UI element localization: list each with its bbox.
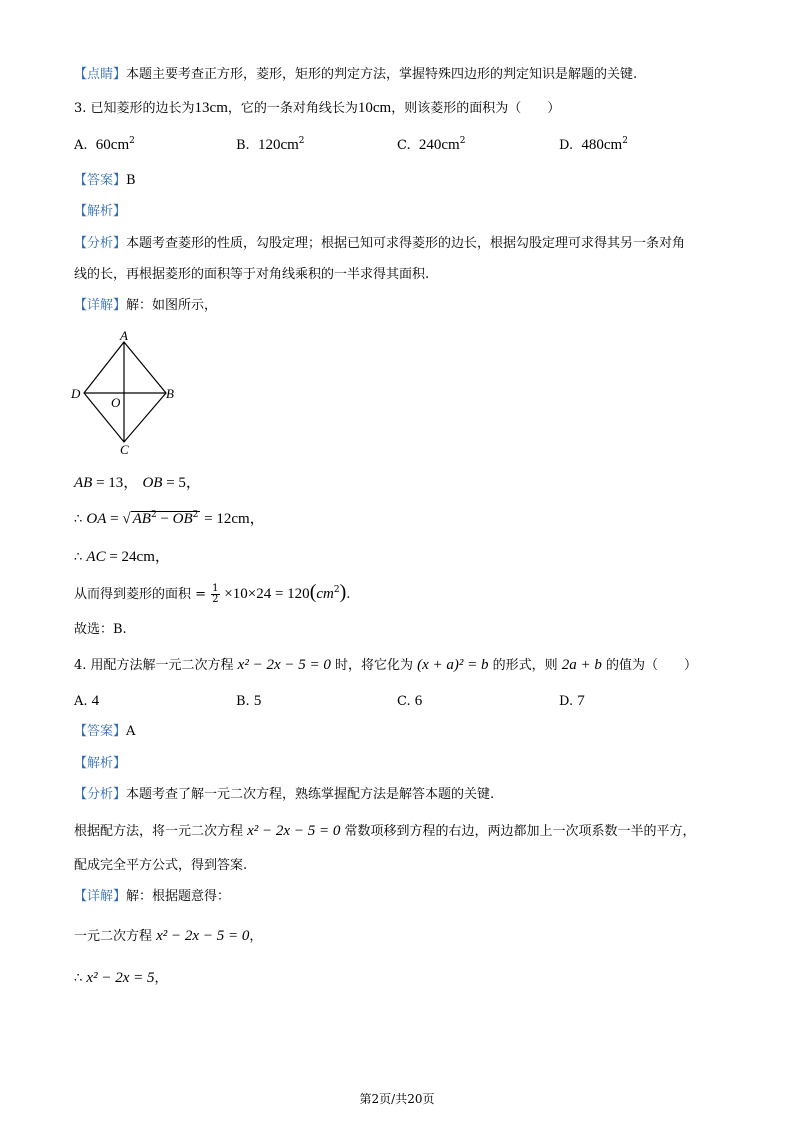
q4-option-c: C. 6 [397,693,423,709]
q3-answer-value: B [126,173,136,188]
q4-step2: ∴ x² − 2x = 5， [74,970,168,986]
q3-xiangjie-text: 解：如图所示， [126,298,218,313]
dianjing-tag: 【点睛】 [74,67,127,82]
q4-jiexi: 【解析】 [74,756,127,771]
q3-jiexi-tag: 【解析】 [74,204,127,219]
q3-stem-b: ，它的一条对角线长为 [227,101,358,116]
q3-diag: 10cm [357,100,392,116]
q4-option-b: B. 5 [236,693,262,709]
q3-eq2: ∴ OA = √ $AB^2 - OB^2 = 12cm$， [74,509,265,527]
q4-method-1: 根据配方法，将一元二次方程 x² − 2x − 5 = 0 常数项移到方程的右边，两边都加上一次项系数一半的平方， [74,823,696,839]
q3-option-d: D. $480cm^2$ [559,135,628,153]
q3-stem-c: ，则该菱形的面积为（ ） [391,101,561,116]
q3-eq4: 从而得到菱形的面积 = $\frac{1}{2}$ $\times 10\times 24 = 120(cm^2)$. [74,581,351,605]
q3-eq3: ∴ AC = 24cm， [74,549,170,565]
dianjing-line [74,66,637,84]
q3-answer-tag: 【答案】 [74,173,127,188]
dianjing-text: 本题主要考查正方形，菱形，矩形的判定方法，掌握特殊四边形的判定知识是解题的关键. [126,67,638,82]
page-footer: 第2页/共20页 [359,1092,435,1106]
q3-option-c: C. $240cm^2$ [397,135,466,153]
rhombus-outline [84,342,166,442]
q3-stem [74,99,560,118]
q4-stem: 4. 用配方法解一元二次方程 x² − 2x − 5 = 0 时，将它化为 (x + a)² = b 的形式，则 2a + b 的值为（ ） [74,657,698,673]
q3-fenxi-tag: 【分析】 [74,236,127,251]
q3-xiangjie-tag: 【详解】 [74,298,127,313]
q4-option-a: A. 4 [74,693,100,709]
label-b: B [166,386,174,401]
q3-fenxi-text-1: 本题考查菱形的性质，勾股定理；根据已知可求得菱形的边长，根据勾股定理可求得其另一条对角 [126,236,686,251]
label-c: C [120,442,129,456]
q4-option-d: D. 7 [559,693,585,709]
q4-step1: 一元二次方程 x² − 2x − 5 = 0， [74,928,263,944]
q4-xiangjie: 【详解】解：根据题意得： [74,889,231,904]
label-o: O [111,395,121,410]
q3-stem-a: 3. 已知菱形的边长为 [74,101,195,116]
q3-fenxi-1 [74,235,685,253]
q4-method-2: 配成完全平方公式，得到答案. [74,858,248,873]
q3-eq1: AB = 13， OB = 5， [74,475,201,491]
label-a: A [120,328,128,343]
q3-fenxi-2 [74,266,429,284]
q3-side: 13cm [194,100,228,116]
q3-jiexi [74,203,126,221]
q3-answer [74,172,136,190]
q3-xiangjie [74,297,217,315]
q4-fenxi: 【分析】本题考查了解一元二次方程，熟练掌握配方法是解答本题的关键. [74,787,495,802]
q3-option-b: B. $120cm^2$ [236,135,305,153]
q4-answer: 【答案】A [74,724,136,739]
q3-conclusion: 故选：B. [74,622,127,637]
q3-option-a: A. $60cm^2$ [74,135,135,153]
label-d: D [71,386,81,401]
rhombus-figure [66,328,186,456]
q3-fenxi-text-2: 线的长，再根据菱形的面积等于对角线乘积的一半求得其面积. [74,267,430,282]
